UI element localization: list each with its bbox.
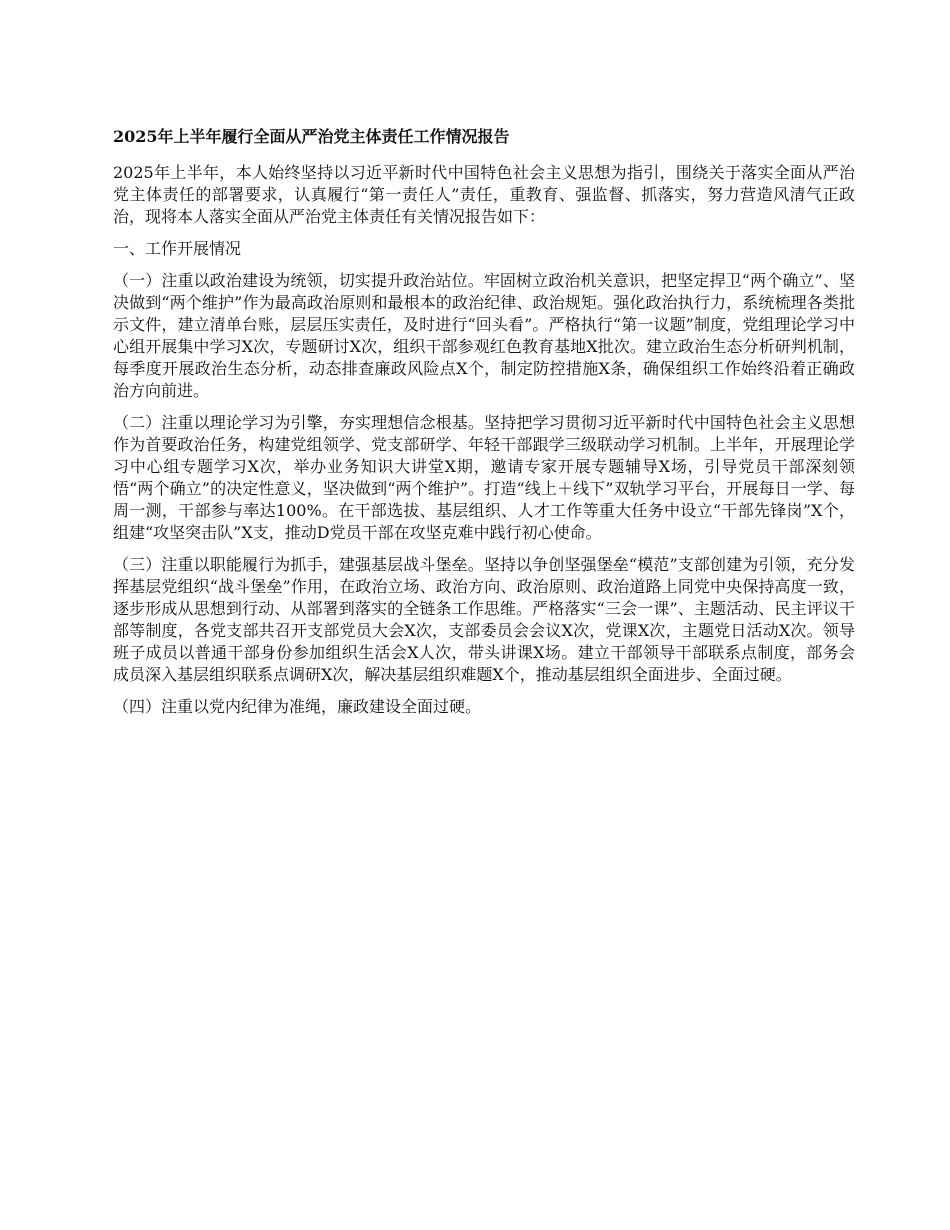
document-page (113, 126, 855, 728)
paragraph-3: （三）注重以职能履行为抓手，建强基层战斗堡垒。坚持以争创坚强堡垒“模范”支部创建为引领，充分发挥基层党组织“战斗堡垒”作用，在政治立场、政治方向、政治原则、政治道路上同党中央保持高度一致，逐步形成从思想到行动、从部署到落实的全链条工作思维。严格落实“三会一课”、主题活动、民主评议干部等制度，各党支部共召开支部党员大会X次，支部委员会会议X次，党课X次，主题党日活动X次。领导班子成员以普通干部身份参加组织生活会X人次，带头讲课X场。建立干部领导干部联系点制度，部务会成员深入基层组织联系点调研X次，解决基层组织难题X个，推动基层组织全面进步、全面过硬。 (113, 555, 855, 684)
section-heading-1: 一、工作开展情况 (113, 239, 242, 258)
document-title: 2025年上半年履行全面从严治党主体责任工作情况报告 (113, 127, 510, 146)
intro-paragraph: 2025年上半年，本人始终坚持以习近平新时代中国特色社会主义思想为指引，围绕关于落实全面从严治党主体责任的部署要求，认真履行“第一责任人”责任，重教育、强监督、抓落实，努力营造风清气正政治，现将本人落实全面从严治党主体责任有关情况报告如下： (113, 163, 855, 226)
paragraph-2: （二）注重以理论学习为引擎，夯实理想信念根基。坚持把学习贯彻习近平新时代中国特色社会主义思想作为首要政治任务，构建党组领学、党支部研学、年轻干部跟学三级联动学习机制。上半年，开展理论学习中心组专题学习X次，举办业务知识大讲堂X期，邀请专家开展专题辅导X场，引导党员干部深刻领悟“两个确立”的决定性意义，坚决做到“两个维护”。打造“线上＋线下”双轨学习平台，开展每日一学、每周一测，干部参与率达100%。在干部选拔、基层组织、人才工作等重大任务中设立“干部先锋岗”X个，组建“攻坚突击队”X支，推动D党员干部在攻坚克难中践行初心使命。 (113, 413, 855, 542)
paragraph-4: （四）注重以党内纪律为准绳，廉政建设全面过硬。 (113, 697, 482, 716)
paragraph-1: （一）注重以政治建设为统领，切实提升政治站位。牢固树立政治机关意识，把坚定捍卫“两个确立”、坚决做到“两个维护”作为最高政治原则和最根本的政治纪律、政治规矩。强化政治执行力，系统梳理各类批示文件，建立清单台账，层层压实责任，及时进行“回头看”。严格执行“第一议题”制度，党组理论学习中心组开展集中学习X次，专题研讨X次，组织干部参观红色教育基地X批次。建立政治生态分析研判机制，每季度开展政治生态分析，动态排查廉政风险点X个，制定防控措施X条，确保组织工作始终沿着正确政治方向前进。 (113, 271, 855, 400)
